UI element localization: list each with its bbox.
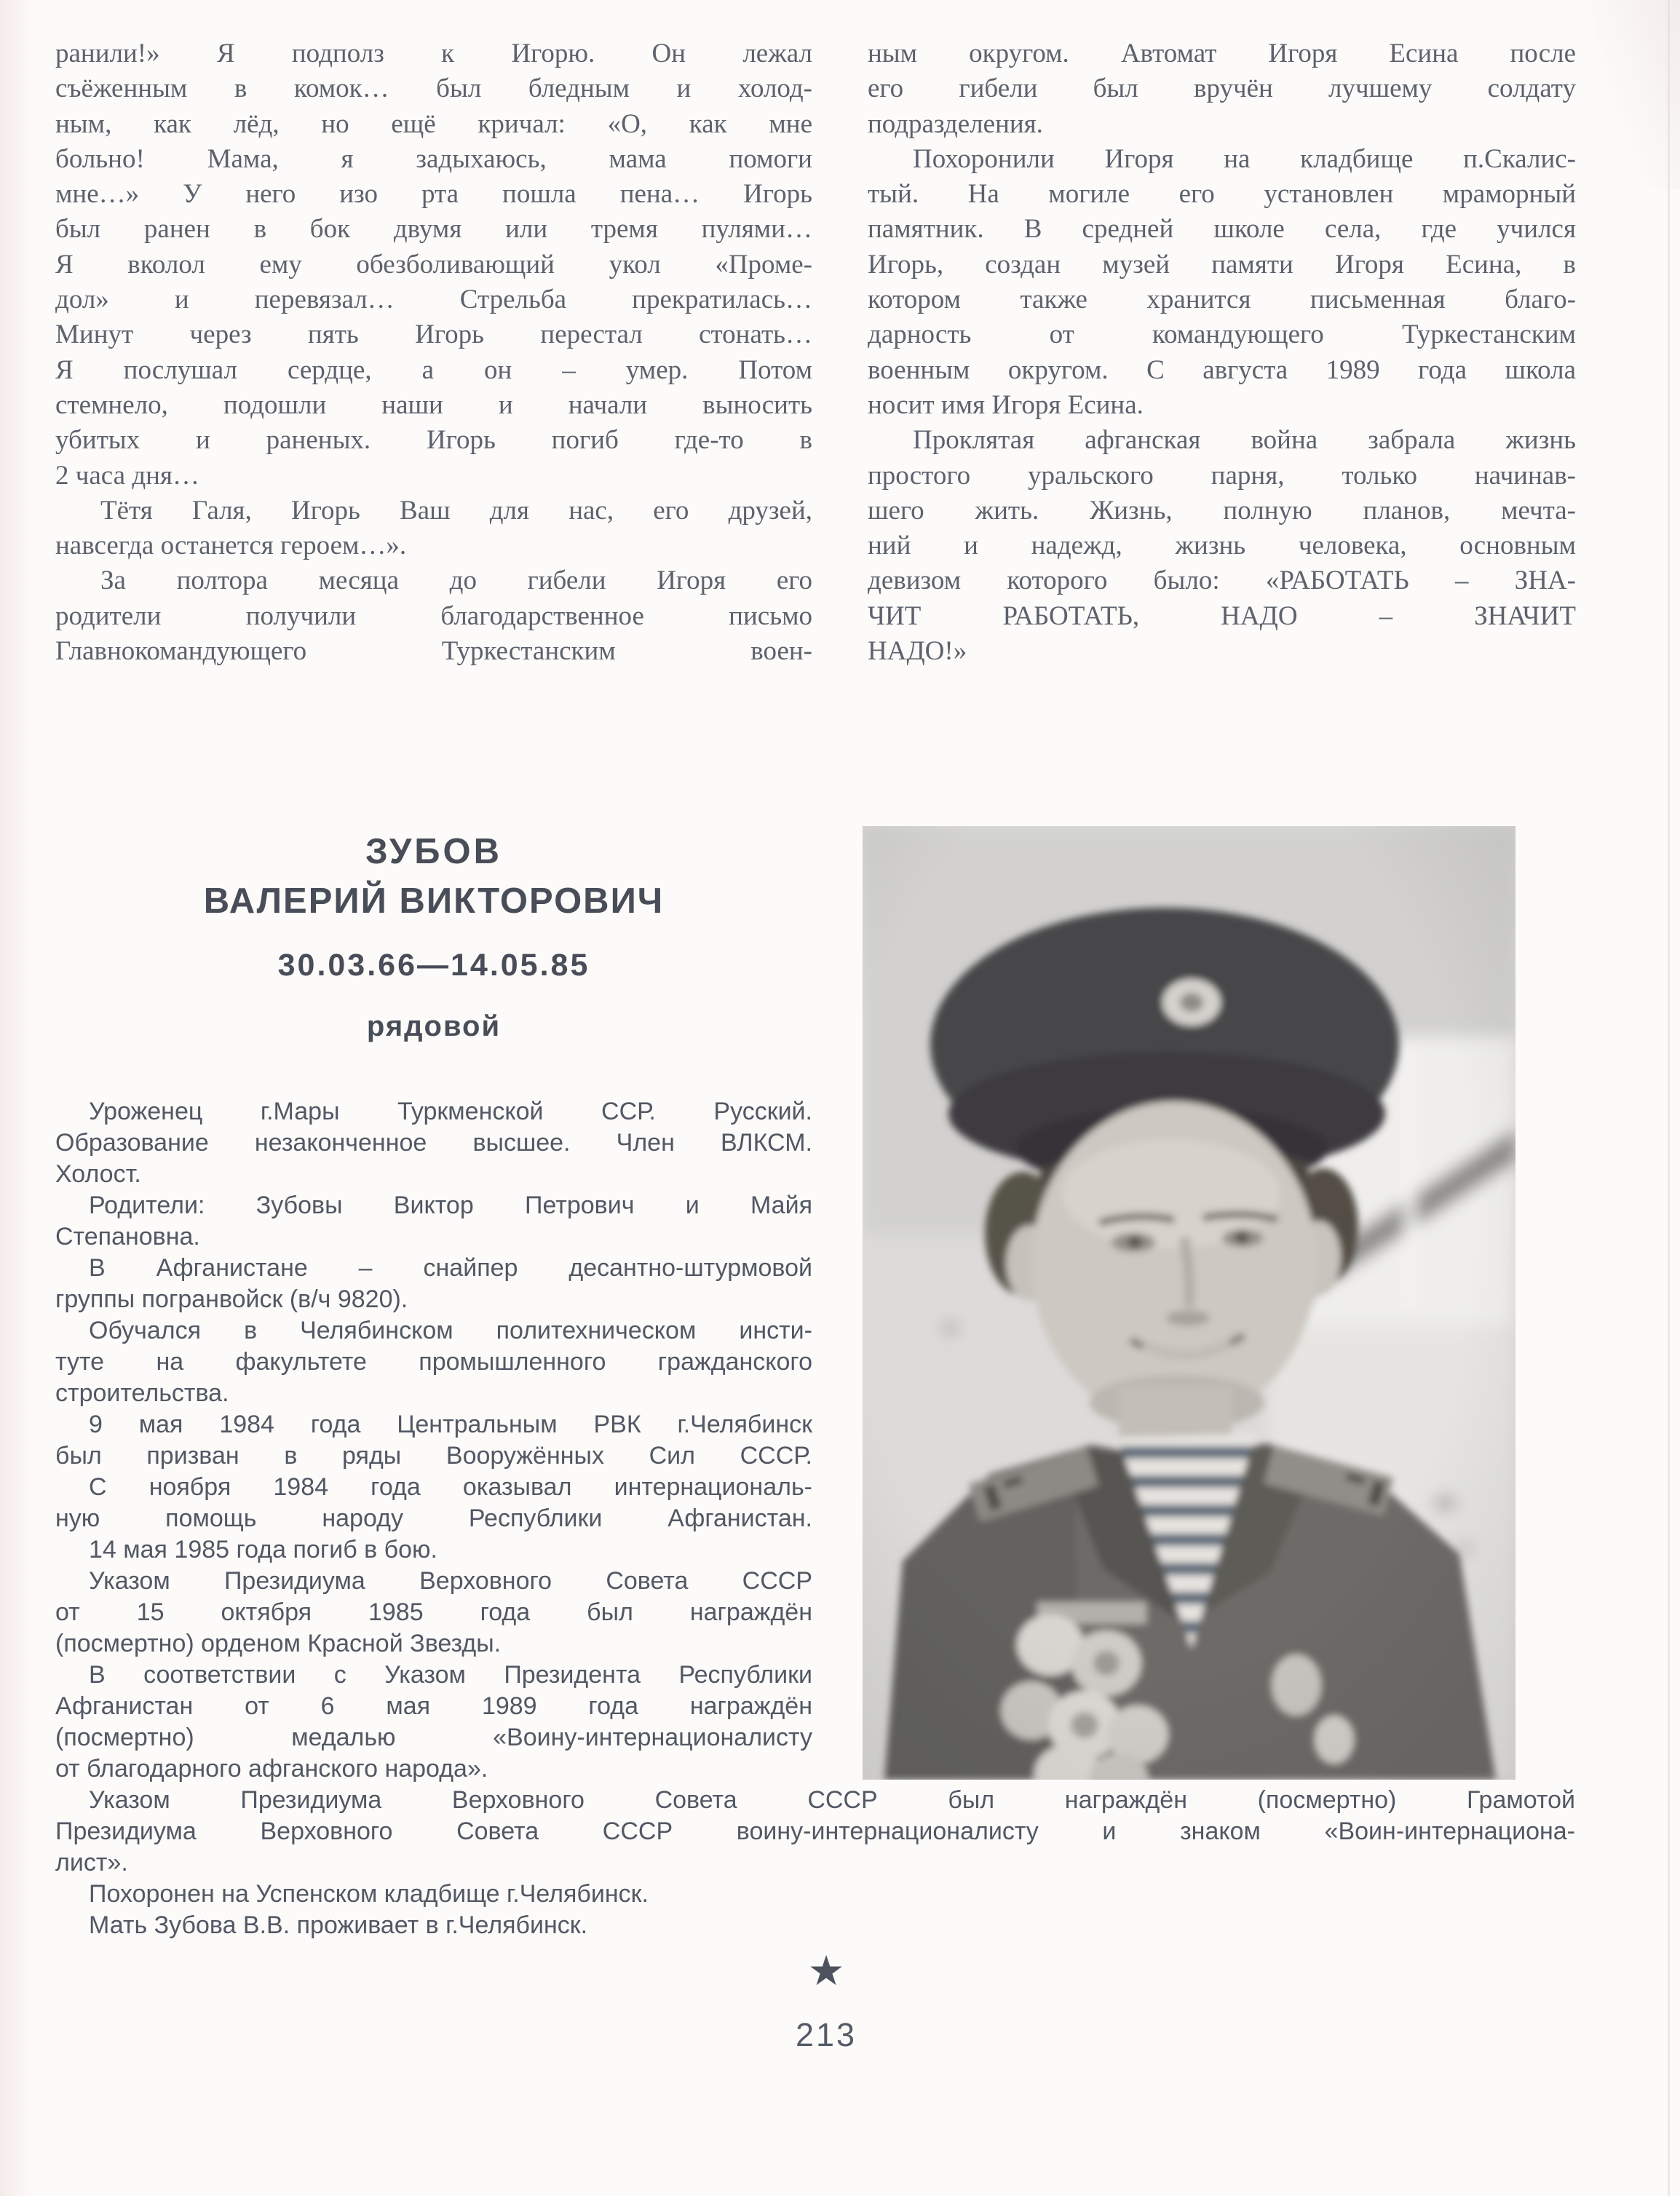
text-line: Главнокомандующего Туркестанским воен- <box>55 636 812 667</box>
text-line: 14 мая 1985 года погиб в бою. <box>89 1536 437 1563</box>
text-line: съёженным в комок… был бледным и холод- <box>55 74 812 104</box>
text-line: Родители: Зубовы Виктор Петрович и Майя <box>89 1192 812 1219</box>
text-line: подразделения. <box>868 108 1043 139</box>
text-line: туте на факультете промышленного гражданского <box>55 1348 812 1376</box>
page-number: 213 <box>795 2016 857 2053</box>
text-line: Мать Зубова В.В. проживает в г.Челябинск. <box>89 1911 588 1939</box>
profile-life-dates: 30.03.66—14.05.85 <box>277 948 590 983</box>
text-line: Проклятая афганская война забрала жизнь <box>913 425 1576 456</box>
profile-heading <box>55 831 812 1043</box>
text-line: от 15 октября 1985 года был награждён <box>55 1598 812 1626</box>
profile-name-patronymic: ВАЛЕРИЙ ВИКТОРОВИЧ <box>203 881 665 921</box>
text-line: (посмертно) медалью «Воину-интернационалисту <box>55 1724 812 1751</box>
text-line: Афганистан от 6 мая 1989 года награждён <box>55 1692 812 1720</box>
text-line: стемнело, подошли наши и начали выносить <box>55 389 812 420</box>
text-line: мне…» У него изо рта пошла пена… Игорь <box>55 179 812 210</box>
text-line: Указом Президиума Верховного Совета СССР был награждён (посмертно) Грамотой <box>89 1786 1575 1814</box>
text-line: (посмертно) орденом Красной Звезды. <box>55 1630 502 1657</box>
text-line: строительства. <box>55 1379 229 1407</box>
scan-corner-shading <box>1593 0 1680 189</box>
text-line: шего жить. Жизнь, полную планов, мечта- <box>868 495 1576 526</box>
page-edge-line <box>1668 0 1670 2196</box>
biography-bottom-block <box>55 1785 1575 1941</box>
text-line: убитых и раненых. Игорь погиб где-то в <box>55 425 812 456</box>
soldier-portrait-photo <box>863 826 1515 1780</box>
text-line: девизом которого было: «РАБОТАТЬ – ЗНА- <box>868 566 1576 596</box>
text-line: больно! Мама, я задыхаюсь, мама помоги <box>55 143 812 174</box>
text-line: ний и надежд, жизнь человека, основным <box>868 531 1576 561</box>
text-line: ным округом. Автомат Игоря Есина после <box>868 39 1576 68</box>
text-line: дол» и перевязал… Стрельба прекратилась… <box>55 285 812 315</box>
text-line: Игорь, создан музей памяти Игоря Есина, в <box>868 249 1576 280</box>
star-divider-icon: ★ <box>807 1947 845 1995</box>
text-line: группы погранвойск (в/ч 9820). <box>55 1285 408 1313</box>
text-line: был призван в ряды Вооружённых Сил СССР. <box>55 1442 812 1470</box>
profile-surname: ЗУБОВ <box>365 832 503 871</box>
text-line: дарность от командующего Туркестанским <box>868 320 1576 350</box>
article-left-column <box>55 36 812 669</box>
text-line: Тётя Галя, Игорь Ваш для нас, его друзей, <box>100 495 812 526</box>
text-line: 2 часа дня… <box>55 460 199 491</box>
text-line: был ранен в бок двумя или тремя пулями… <box>55 214 812 245</box>
text-line: Президиума Верховного Совета СССР воину-интернационалисту и знаком «Воин-интернациона- <box>55 1818 1575 1845</box>
article-right-column <box>868 36 1576 669</box>
text-line: Обучался в Челябинском политехническом инсти- <box>89 1317 812 1344</box>
text-line: памятник. В средней школе села, где учился <box>868 214 1576 245</box>
text-line: ным, как лёд, но ещё кричал: «О, как мне <box>55 108 812 139</box>
text-line: Минут через пять Игорь перестал стонать… <box>55 320 812 350</box>
text-line: родители получили благодарственное письмо <box>55 600 812 631</box>
text-line: носит имя Игоря Есина. <box>868 389 1144 420</box>
text-line: лист». <box>55 1849 128 1876</box>
text-line: Указом Президиума Верховного Совета СССР <box>89 1567 812 1595</box>
text-line: тый. На могиле его установлен мраморный <box>868 179 1576 210</box>
text-line: Похоронили Игоря на кладбище п.Скалис- <box>913 143 1576 174</box>
text-line: Образование незаконченное высшее. Член ВЛКСМ. <box>55 1129 812 1157</box>
text-line: Уроженец г.Мары Туркменской ССР. Русский. <box>89 1098 812 1125</box>
text-line: В соответствии с Указом Президента Республики <box>89 1661 812 1689</box>
biography-text-block <box>55 1096 812 1785</box>
text-line: НАДО!» <box>868 636 967 667</box>
profile-military-rank: рядовой <box>366 1010 502 1042</box>
text-line: ную помощь народу Республики Афганистан. <box>55 1505 812 1532</box>
text-line: За полтора месяца до гибели Игоря его <box>100 566 812 596</box>
text-line: Я послушал сердце, а он – умер. Потом <box>55 354 812 385</box>
text-line: Похоронен на Успенском кладбище г.Челябинск. <box>89 1880 649 1908</box>
text-line: Я вколол ему обезболивающий укол «Проме- <box>55 249 812 280</box>
text-line: его гибели был вручён лучшему солдату <box>868 74 1576 104</box>
text-line: 9 мая 1984 года Центральным РВК г.Челябинск <box>89 1411 812 1438</box>
text-line: ЧИТ РАБОТАТЬ, НАДО – ЗНАЧИТ <box>868 600 1576 631</box>
scan-edge-shading <box>0 0 33 2196</box>
text-line: В Афганистане – снайпер десантно-штурмовой <box>89 1254 812 1282</box>
text-line: военным округом. С августа 1989 года школа <box>868 354 1576 385</box>
text-line: от благодарного афганского народа». <box>55 1755 488 1783</box>
text-line: навсегда останется героем…». <box>55 531 407 561</box>
text-line: котором также хранится письменная благо- <box>868 285 1576 315</box>
text-line: С ноября 1984 года оказывал интернациональ- <box>89 1473 812 1501</box>
text-line: ранили!» Я подполз к Игорю. Он лежал <box>55 39 812 68</box>
text-line: Степановна. <box>55 1223 200 1250</box>
text-line: простого уральского парня, только начинав- <box>868 460 1576 491</box>
text-line: Холост. <box>55 1160 141 1188</box>
